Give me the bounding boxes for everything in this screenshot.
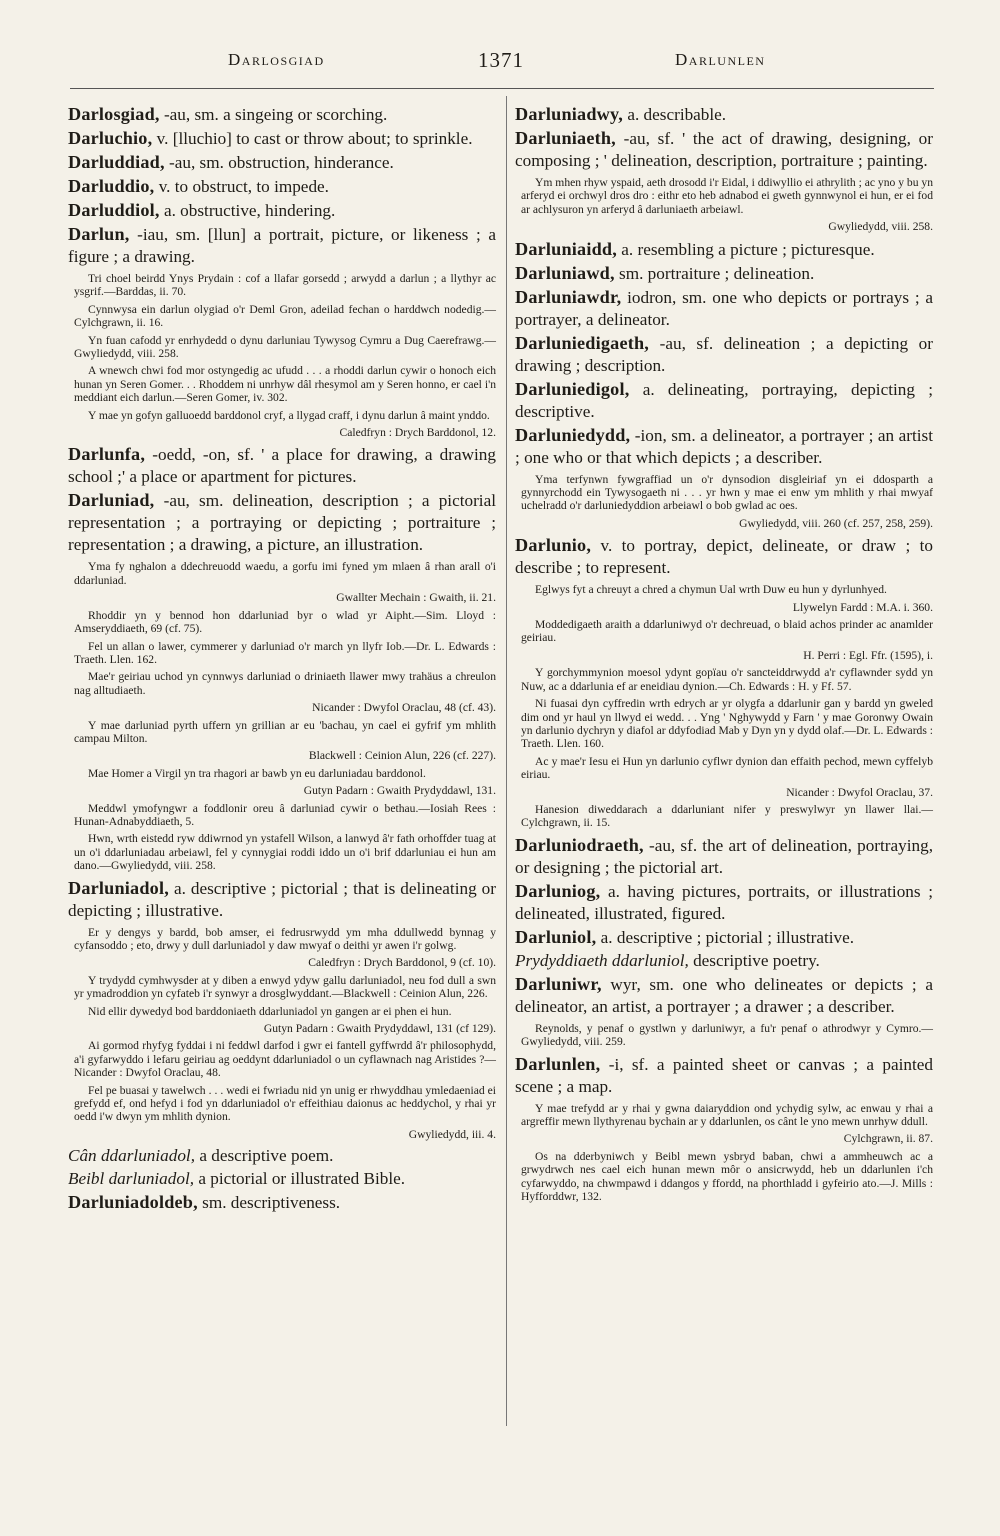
citation-quote: Er y dengys y bardd, bob amser, ei fedrusrwydd ym mha ddullwedd bynnag y cyfansoddo ; eto, drwy y dull darluniadol y daw mwyaf o deithi yr awen i'r golwg.: [74, 925, 496, 952]
phrase: Beibl darluniadol,: [68, 1169, 195, 1189]
headword: Darluniodraeth,: [515, 834, 644, 855]
dictionary-entry: [515, 332, 933, 377]
definition: descriptive poetry.: [688, 950, 820, 970]
citation-quote: Fel un allan o lawer, cymmerer y darluniad o'r march yn llyfr Iob.—Dr. L. Edwards : Traeth. Llen. 162.: [74, 639, 496, 666]
headword: Darluniwr,: [515, 973, 602, 994]
definition: v. to obstruct, to impede.: [154, 177, 329, 196]
citation-quote: Y trydydd cymhwysder at y diben a enwyd ydyw gallu darluniadol, neu fod dull a swn yr ymadroddion yn cyfateb i'r synwyr a drosglwyddant.—Blackwell : Ceinion Alun, 226.: [74, 973, 496, 1001]
citation-source: Caledfryn : Drych Barddonol, 9 (cf. 10).: [308, 956, 496, 970]
citation-quote: Y mae darluniad pyrth uffern yn grillian ar eu 'bachau, yn cael ei gyfrif ym mhlith campau Milton.: [74, 718, 496, 745]
headword: Darluniaeth,: [515, 128, 616, 148]
definition: -au, sm. delineation, description ; a pictorial representation ; a portraying or depicting ; portraiture ; representation ; a drawing, a picture, an illustration.: [68, 491, 496, 555]
citation-source: Gwyliedydd, viii. 258.: [828, 220, 933, 234]
headword: Darluniawdr,: [515, 286, 622, 307]
dictionary-entry: [68, 223, 496, 268]
definition: a. descriptive ; pictorial ; illustrative.: [596, 927, 855, 947]
definition: -au, sf. delineation ; a depicting or drawing ; description.: [515, 333, 933, 375]
dictionary-entry: [515, 103, 933, 126]
definition: -oedd, -on, sf. ' a place for drawing, a drawing school ;' a place or apartment for pictures.: [68, 445, 496, 487]
phrase-entry: [515, 950, 933, 972]
dictionary-entry: [68, 443, 496, 488]
headword: Darluniawd,: [515, 262, 615, 283]
headword: Darlunlen,: [515, 1053, 601, 1074]
definition: a. having pictures, portraits, or illustrations ; delineated, illustrated, figured.: [515, 881, 933, 923]
citation-quote: Ym mhen rhyw yspaid, aeth drosodd i'r Eidal, i ddiwyllio ei athrylith ; ac yno y bu yn arferyd ei orchwyl dros dro : eithr eto heb adnabod ei gweth gynnwynol ei hun, er ei fod ar achlysuron yn arferyd â darluniaeth arbeiawl.: [521, 176, 933, 216]
citation-quote: Yn fuan cafodd yr enrhydedd o dynu darluniau Tywysog Cymru a Dug Caerefrawg.—Gwyliedydd, viii. 258.: [74, 333, 496, 361]
phrase-entry: [68, 1168, 496, 1190]
headword: Darluniedigol,: [515, 378, 630, 399]
citation-quote: Rhoddir yn y bennod hon ddarluniad byr o wlad yr Aipht.—Sim. Lloyd : Amseryddiaeth, 69 (cf. 75).: [74, 608, 496, 636]
dictionary-entry: [515, 238, 933, 261]
headword: Darluniaidd,: [515, 238, 617, 259]
definition: iodron, sm. one who depicts or portrays ; a portrayer, a delineator.: [515, 287, 933, 329]
citation-quote: Os na dderbyniwch y Beibl mewn ysbryd baban, chwi a ammheuwch ac a grwydrwch nes cael eich hunan mewn môr o ansicrwydd, heb un ddarlunlen i'ch cyfarwyddo, na chwmpawd i ddangos y ffordd, na phorthladd i gyfeirio ato.—J. Mills : Hyfforddwr, 132.: [521, 1149, 933, 1203]
phrase: Prydyddiaeth ddarluniol,: [515, 950, 689, 970]
citation-quote: Mae Homer a Virgil yn tra rhagori ar bawb yn eu darluniadau barddonol.: [88, 766, 426, 780]
dictionary-entry: [68, 127, 496, 150]
headword: Darluniad,: [68, 490, 155, 511]
headword: Darlunfa,: [68, 444, 146, 465]
column-divider: [506, 96, 507, 1426]
citation-source: Cylchgrawn, ii. 87.: [843, 1132, 933, 1146]
definition: -iau, sm. [llun] a portrait, picture, or likeness ; a figure ; a drawing.: [68, 225, 496, 266]
citation-quote: Y mae yn gofyn galluoedd barddonol cryf, a llygad craff, i dynu darlun â maint ynddo.: [88, 408, 490, 422]
citation-quote: Y gorchymmynion moesol ydynt gopïau o'r sancteiddrwydd a'r cyflawnder sydd yn Nuw, ac a ddarlunia ef ar eneidiau dynion.—Ch. Edwards : H. y Ff. 57.: [521, 666, 933, 693]
headword: Darluniadwy,: [515, 104, 624, 124]
citation-source: Nicander : Dwyfol Oraclau, 48 (cf. 43).: [312, 701, 496, 715]
citation-source: Gutyn Padarn : Gwaith Prydyddawl, 131.: [303, 784, 496, 798]
dictionary-entry: [68, 877, 496, 922]
definition: a pictorial or illustrated Bible.: [194, 1169, 406, 1189]
definition: sm. descriptiveness.: [197, 1193, 341, 1213]
phrase-entry: [68, 1145, 496, 1167]
page-header: [0, 50, 1000, 80]
headword: Darluniedigaeth,: [515, 332, 650, 353]
headword: Darlunio,: [515, 535, 592, 556]
definition: -au, sm. obstruction, hinderance.: [164, 153, 394, 172]
dictionary-entry: [68, 151, 496, 174]
definition: a. describable.: [623, 105, 727, 124]
dictionary-entry: [515, 973, 933, 1018]
citation-quote: Nid ellir dywedyd bod barddoniaeth ddarluniadol yn gangen ar ei phen ei hun.: [88, 1004, 452, 1018]
page-number: 1371: [478, 48, 524, 72]
citation-source: Gutyn Padarn : Gwaith Prydyddawl, 131 (cf 129).: [263, 1022, 496, 1036]
dictionary-entry: [515, 286, 933, 331]
citation-source: Gwallter Mechain : Gwaith, ii. 21.: [336, 591, 496, 605]
citation-quote: Mae'r geiriau uchod yn cynnwys darluniad o driniaeth llawer mwy trahäus a chreulon nag alltudiaeth.: [74, 670, 496, 697]
citation-quote: Ni fuasai dyn cyffredin wrth edrych ar yr olygfa a ddarlunir gan y bardd yn gweled dim ond yr haul yn llwyd ei wedd. . . Yng ' Nghywydd y Farn ' y mae Goronwy Owain yn darlunio dychryn y diafol ar ddyfodiad Mab y Dyn yn y dydd olaf.—Dr. L. Edwards : Traeth. Llen. 160.: [521, 697, 933, 751]
dictionary-entry: [515, 880, 933, 925]
headword: Darluniadol,: [68, 877, 169, 898]
citation-quote: Moddedigaeth araith a ddarluniwyd o'r dechreuad, o blaid achos prinder ac anamlder geiriau.: [521, 618, 933, 645]
citation-quote: Cynnwysa ein darlun olygiad o'r Deml Gron, adeilad fechan o harddwch nodedig.—Cylchgrawn, ii. 16.: [74, 302, 496, 330]
definition: -au, sf. the art of delineation, portraying, or designing ; the pictorial art.: [515, 835, 933, 877]
citation-quote: Tri choel beirdd Ynys Prydain : cof a llafar gorsedd ; arwydd a darlun ; a llythyr ac ysgrif.—Barddas, ii. 70.: [74, 272, 496, 299]
citation-source: Blackwell : Ceinion Alun, 226 (cf. 227).: [308, 749, 496, 763]
phrase: Cân ddarluniadol,: [68, 1146, 196, 1166]
definition: v. to portray, depict, delineate, or draw ; to describe ; to represent.: [515, 536, 933, 578]
citation-quote: Ac y mae'r Iesu ei Hun yn darlunio cyflwr dynion dan effaith pechod, mewn cyffelyb eiriau.: [521, 754, 933, 782]
citation-quote: Fel pe buasai y tawelwch . . . wedi ei fwriadu nid yn unig er rhwyddhau ymledaeniad ei grefydd ef, ond hefyd i fod yn ddarluniadol o'r effeithiau daionus ac heddychol, y rhai yr oedd i'w dwyn ym mhlith dynion.: [74, 1083, 496, 1124]
left-column: [68, 103, 496, 1215]
dictionary-entry: [515, 534, 933, 579]
citation-quote: Yma fy nghalon a ddechreuodd waedu, a gorfu imi fyned ym mlaen â rhan arall o'i ddarluniad.: [74, 560, 496, 587]
dictionary-entry: [68, 175, 496, 198]
citation-quote: A wnewch chwi fod mor ostyngedig ac ufudd . . . a rhoddi darlun cywir o honoch eich hunan yn Seren Gomer. . . Rhoddem ni unrhyw dâl rhesymol am y Seren honno, er cael i'n meddiant eich darlun.—Seren Gomer, iv. 302.: [74, 364, 496, 405]
citation-source: Gwyliedydd, viii. 260 (cf. 257, 258, 259).: [739, 516, 933, 530]
right-column: [515, 103, 933, 1207]
citation-quote: Y mae trefydd ar y rhai y gwna daiaryddion ond ychydig sylw, ac enwau y rhai a argreffir mewn llythyrenau bychain ar y ddarlunlen, os cânt le yno mewn unrhyw ddull.: [521, 1101, 933, 1128]
citation-quote: Meddwl ymofyngwr a foddlonir oreu â darluniad cywir o bethau.—Iosiah Rees : Hunan-Adnabyddiaeth, 5.: [74, 801, 496, 828]
headword: Darluniedydd,: [515, 424, 631, 445]
headword: Darluniadoldeb,: [68, 1192, 198, 1213]
citation-source: Llywelyn Fardd : M.A. i. 360.: [792, 600, 933, 614]
dictionary-entry: [515, 378, 933, 423]
citation-source: Caledfryn : Drych Barddonol, 12.: [339, 426, 496, 440]
headword: Darluniog,: [515, 880, 601, 901]
definition: -i, sf. a painted sheet or canvas ; a painted scene ; a map.: [515, 1054, 933, 1096]
header-right-guide-word: Darlunlen: [675, 50, 766, 69]
dictionary-entry: [515, 262, 933, 285]
definition: a. descriptive ; pictorial ; that is delineating or depicting ; illustrative.: [68, 878, 496, 920]
headword: Darluddiol,: [68, 200, 160, 220]
citation-source: Nicander : Dwyfol Oraclau, 37.: [786, 785, 933, 799]
headword: Darluddiad,: [68, 152, 165, 172]
citation-quote: Ai gormod rhyfyg fyddai i ni feddwl darfod i gwr ei fantell gyffwrdd â'r philosophydd, a'i gyfarwyddo i lefaru geiriau ag oeddynt ddarluniadol o un cyflawnach nag Aristides ?—Nicander : Dwyfol Oraclau, 48.: [74, 1039, 496, 1080]
definition: wyr, sm. one who delineates or depicts ; a delineator, an artist, a portrayer ; a drawer ; a describer.: [515, 974, 933, 1016]
headword: Darluchio,: [68, 128, 153, 148]
citation-quote: Eglwys fyt a chreuyt a chred a chymun Ual wrth Duw eu hun y dyrlunhyed.: [535, 583, 887, 597]
dictionary-entry: [68, 103, 496, 126]
definition: v. [lluchio] to cast or throw about; to sprinkle.: [152, 129, 473, 148]
definition: -ion, sm. a delineator, a portrayer ; an artist ; one who or that which depicts ; a describer.: [515, 425, 933, 467]
definition: a. obstructive, hindering.: [159, 201, 336, 220]
definition: a descriptive poem.: [195, 1146, 334, 1166]
citation-quote: Hwn, wrth eistedd ryw ddiwrnod yn ystafell Wilson, a lanwyd â'r fath orhoffder tuag at un o'i ddarluniadau arbeiawl, fel y cynnygiai roddi iddo un o'i brif ddarluniau ei hun am dano.—Gwyliedydd, viii. 258.: [74, 832, 496, 873]
headword: Darlosgiad,: [68, 104, 160, 124]
dictionary-entry: [515, 1053, 933, 1098]
definition: -au, sf. ' the act of drawing, designing, or composing ; ' delineation, description, portraiture ; painting.: [515, 129, 933, 170]
citation-quote: Yma terfynwn fywgraffiad un o'r dynsodion disgleiriaf yn ei ddosparth a gynnyrchodd ein Tywysogaeth ni . . . yr hwn y mae ei enw ym mhlith y rhai mwyaf uchelradd o'r darluniedyddion arbeiawl o bob gwlad ac oes.: [521, 472, 933, 513]
dictionary-entry: [68, 199, 496, 222]
definition: sm. portraiture ; delineation.: [614, 263, 815, 283]
definition: -au, sm. a singeing or scorching.: [159, 105, 388, 124]
headword: Darluddio,: [68, 176, 155, 196]
citation-quote: Hanesion diweddarach a ddarluniant nifer y preswylwyr yn llawer llai.—Cylchgrawn, ii. 15.: [521, 802, 933, 830]
dictionary-entry: [68, 489, 496, 556]
dictionary-entry: [68, 1191, 496, 1214]
dictionary-entry: [515, 424, 933, 469]
headword: Darluniol,: [515, 926, 597, 947]
dictionary-entry: [515, 127, 933, 172]
dictionary-entry: [515, 834, 933, 879]
definition: a. resembling a picture ; picturesque.: [616, 239, 875, 259]
citation-quote: Reynolds, y penaf o gystlwn y darluniwyr, a fu'r penaf o athrodwyr y Cymro.—Gwyliedydd, viii. 259.: [521, 1021, 933, 1049]
headword: Darlun,: [68, 224, 130, 244]
dictionary-entry: [515, 926, 933, 949]
citation-source: H. Perri : Egl. Ffr. (1595), i.: [803, 648, 933, 662]
citation-source: Gwyliedydd, iii. 4.: [408, 1127, 496, 1141]
header-rule: [70, 88, 934, 89]
header-left-guide-word: Darlosgiad: [228, 50, 325, 69]
definition: a. delineating, portraying, depicting ; descriptive.: [515, 379, 933, 421]
